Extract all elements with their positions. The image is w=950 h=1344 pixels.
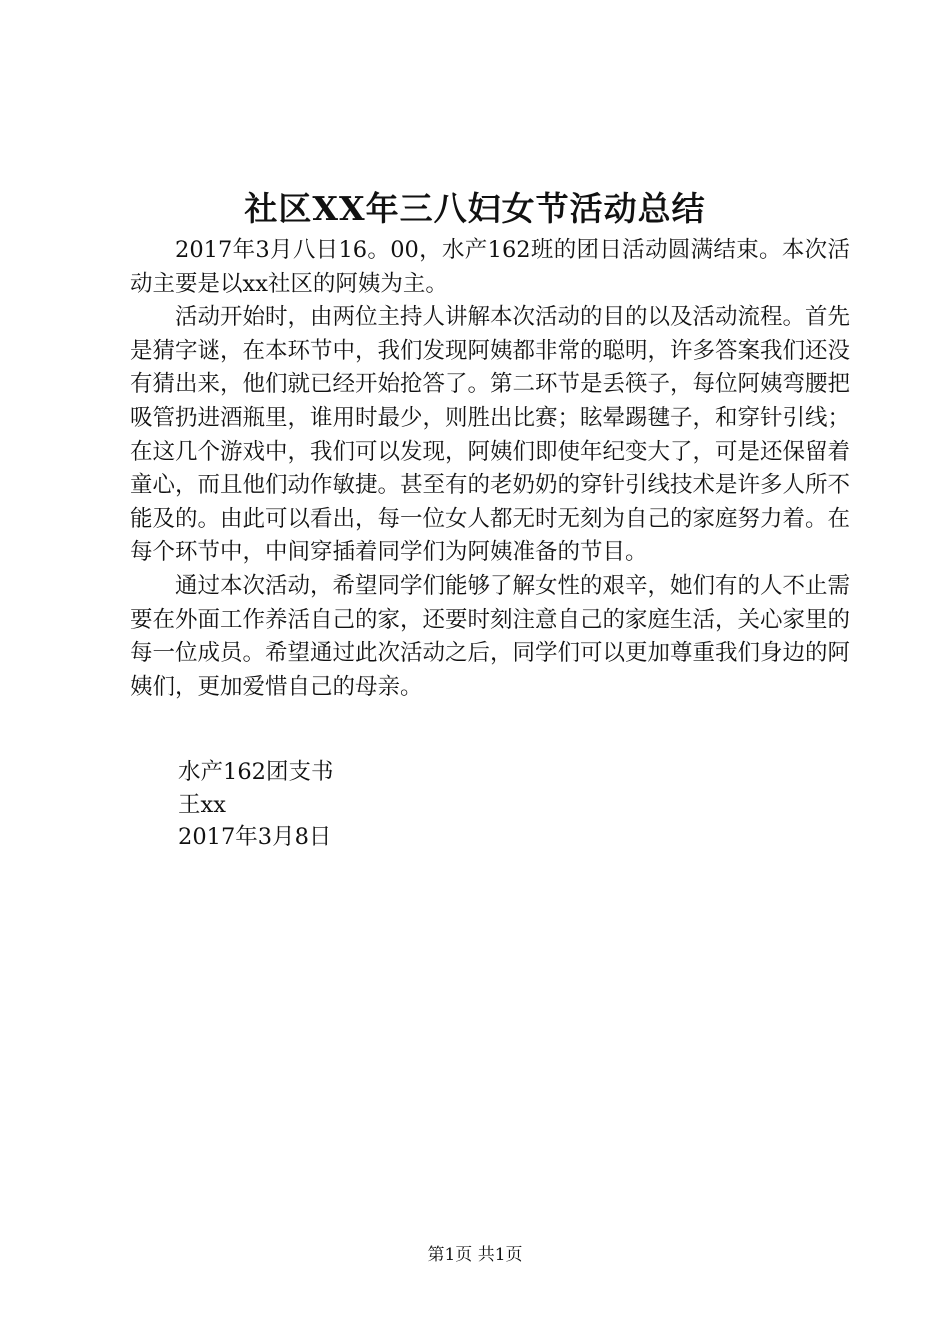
signature-date: 2017年3月8日 [178, 824, 332, 851]
signature-org: 水产162团支书 [178, 759, 334, 785]
page-footer: 第1页 共1页 [427, 1245, 523, 1265]
paragraph-activities: 活动开始时，由两位主持人讲解本次活动的目的以及活动流程。首先是猜字谜，在本环节中，我们发现阿姨都非常的聪明，许多答案我们还没有猜出来，他们就已经开始抢答了。第二环节是丢筷子，每位阿姨弯腰把吸管扔进酒瓶里，谁用时最少，则胜出比赛；眩晕踢毽子，和穿针引线；在这几个游戏中，我们可以发现，阿姨们即使年纪变大了，可是还保留着童心，而且他们动作敏捷。甚至有的老奶奶的穿针引线技术是许多人所不能及的。由此可以看出，每一位女人都无时无刻为自己的家庭努力着。在每个环节中，中间穿插着同学们为阿姨准备的节目。 [130, 304, 851, 566]
document-body [130, 234, 850, 704]
signature-name: 王xx [178, 791, 226, 818]
paragraph-conclusion: 通过本次活动，希望同学们能够了解女性的艰辛，她们有的人不止需要在外面工作养活自己的家，还要时刻注意自己的家庭生活，关心家里的每一位成员。希望通过此次活动之后，同学们可以更加尊重我们身边的阿姨们，更加爱惜自己的母亲。 [130, 572, 851, 700]
paragraph-intro: 2017年3月八日16。00，水产162班的团日活动圆满结束。本次活动主要是以xx社区的阿姨为主。 [130, 237, 850, 297]
document-title: 社区XX年三八妇女节活动总结 [244, 189, 706, 228]
signature-block [178, 756, 333, 854]
